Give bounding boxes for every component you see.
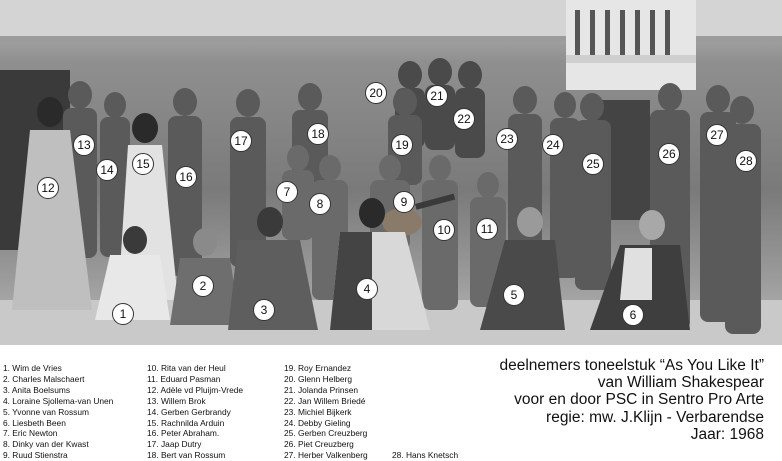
caption-line: van William Shakespear bbox=[597, 374, 764, 392]
person-marker-11: 11 bbox=[476, 218, 498, 240]
legend-entry: 13. Willem Brok bbox=[147, 395, 206, 406]
person-marker-15: 15 bbox=[132, 153, 154, 175]
person-marker-8: 8 bbox=[309, 193, 331, 215]
legend-entry: 5. Yvonne van Rossum bbox=[3, 406, 89, 417]
person-marker-18: 18 bbox=[307, 123, 329, 145]
legend-column-1 bbox=[3, 363, 113, 461]
person-marker-7: 7 bbox=[276, 181, 298, 203]
person-marker-10: 10 bbox=[433, 219, 455, 241]
caption-line: regie: mw. J.Klijn - Verbarendse bbox=[546, 408, 764, 426]
legend-column-3 bbox=[284, 363, 368, 461]
legend-entry: 19. Roy Ernandez bbox=[284, 363, 352, 373]
person-marker-2: 2 bbox=[192, 275, 214, 297]
legend-column-2 bbox=[147, 363, 243, 461]
person-marker-23: 23 bbox=[496, 128, 518, 150]
person-marker-16: 16 bbox=[175, 166, 197, 188]
person-marker-9: 9 bbox=[393, 191, 415, 213]
caption-line: Jaar: 1968 bbox=[690, 425, 764, 443]
legend-entry: 6. Liesbeth Been bbox=[3, 417, 66, 428]
person-marker-26: 26 bbox=[658, 143, 680, 165]
caption-line: deelnemers toneelstuk “As You Like It” bbox=[499, 357, 764, 374]
legend-entry: 9. Ruud Stienstra bbox=[3, 450, 68, 461]
person-marker-12: 12 bbox=[37, 177, 59, 199]
legend-column-4 bbox=[392, 450, 458, 461]
person-marker-3: 3 bbox=[253, 299, 275, 321]
person-marker-1: 1 bbox=[112, 303, 134, 325]
legend-entry: 15. Rachnilda Arduin bbox=[147, 417, 225, 428]
person-marker-28: 28 bbox=[735, 150, 757, 172]
person-marker-22: 22 bbox=[453, 108, 475, 130]
legend-entry: 22. Jan Willem Briedé bbox=[284, 395, 366, 406]
legend-entry: 28. Hans Knetsch bbox=[392, 450, 459, 460]
legend-entry: 25. Gerben Creuzberg bbox=[284, 428, 368, 439]
legend-entry: 14. Gerben Gerbrandy bbox=[147, 406, 231, 417]
person-marker-20: 20 bbox=[365, 82, 387, 104]
photo-caption bbox=[499, 357, 764, 443]
person-marker-4: 4 bbox=[356, 278, 378, 300]
legend-entry: 10. Rita van der Heul bbox=[147, 363, 226, 373]
person-marker-5: 5 bbox=[503, 284, 525, 306]
person-marker-21: 21 bbox=[426, 85, 448, 107]
person-marker-17: 17 bbox=[230, 130, 252, 152]
person-marker-14: 14 bbox=[96, 159, 118, 181]
legend-entry: 27. Herber Valkenberg bbox=[284, 450, 368, 461]
legend-entry: 21. Jolanda Prinsen bbox=[284, 384, 359, 395]
person-marker-25: 25 bbox=[582, 153, 604, 175]
legend-entry: 8. Dinky van der Kwast bbox=[3, 439, 89, 450]
person-marker-19: 19 bbox=[391, 134, 413, 156]
legend-entry: 3. Anita Boelsums bbox=[3, 384, 71, 395]
legend-entry: 7. Eric Newton bbox=[3, 428, 58, 439]
caption-line: voor en door PSC in Sentro Pro Arte bbox=[514, 391, 764, 409]
legend-entry: 4. Loraine Sjollema-van Unen bbox=[3, 395, 114, 406]
legend-entry: 1. Wim de Vries bbox=[3, 363, 62, 373]
legend-entry: 24. Debby Gieling bbox=[284, 417, 351, 428]
legend-entry: 11. Eduard Pasman bbox=[147, 373, 221, 384]
legend-entry: 12. Adèle vd Pluijm-Vrede bbox=[147, 384, 244, 395]
person-marker-27: 27 bbox=[706, 124, 728, 146]
legend-entry: 20. Glenn Helberg bbox=[284, 373, 352, 384]
person-marker-6: 6 bbox=[622, 304, 644, 326]
legend-entry: 16. Peter Abraham. bbox=[147, 428, 220, 439]
person-marker-24: 24 bbox=[542, 134, 564, 156]
legend-entry: 23. Michiel Bijkerk bbox=[284, 406, 352, 417]
legend-entry: 18. Bert van Rossum bbox=[147, 450, 226, 461]
legend-entry: 2. Charles Malschaert bbox=[3, 373, 85, 384]
person-marker-13: 13 bbox=[73, 134, 95, 156]
legend-entry: 17. Jaap Dutry bbox=[147, 439, 202, 450]
legend-entry: 26. Piet Creuzberg bbox=[284, 439, 354, 450]
